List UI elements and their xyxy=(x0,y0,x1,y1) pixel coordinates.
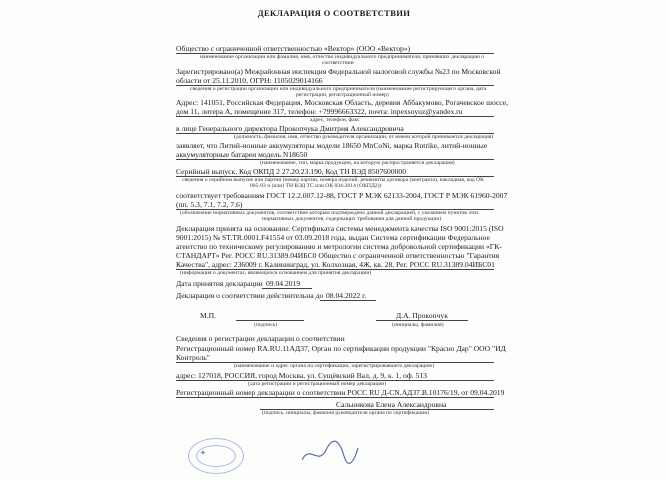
rule-line xyxy=(176,397,494,398)
product-caption: (наименование, тип, марка продукции, на которую распространяется декларация) xyxy=(260,160,455,166)
signature-caption: (подпись) xyxy=(254,322,278,328)
basis-line-3: агентство по техническому регулированию и метрологии система добровольной сертификации «ГК- xyxy=(176,242,502,251)
standards-caption-1: (обозначение нормативных документов, соответствие которым подтверждено данной декларацией, с указанием пунктов этих xyxy=(180,210,479,216)
applicant-registered-2: области от 25.11.2010, ОГРН: 1105029014166 xyxy=(176,76,323,85)
representative-caption: (должность, фамилия, имя, отчество руководителя организации, от имени которой принимается декларация) xyxy=(234,134,494,140)
registration-signer-caption: (подпись, инициалы, фамилия руководителя органа по сертификации) xyxy=(262,410,430,416)
signer-name: Д.А. Прокопчук xyxy=(396,311,448,320)
representative-line: в лице Генерального директора Прокопчука Дмитрия Александровича xyxy=(176,124,404,133)
document-title: ДЕКЛАРАЦИЯ О СООТВЕТСТВИИ xyxy=(257,8,411,18)
applicant-name-caption-1: наименование организации или фамилия, имя, отчество индивидуального предпринимателя, принявших декларацию о xyxy=(200,54,485,60)
basis-line-2: 9001:2015) № ST.TR.0001.F41554 от 03.09.2018 года, выдан Система сертификации Федеральное xyxy=(176,233,490,242)
applicant-name: Общество с ограниченной ответственностью «Вектор» (ООО «Вектор») xyxy=(176,44,411,53)
registration-number: Регистрационный номер декларации о соответствии РОСС RU Д-CN.АД37.В.10176/19, от 09.04.2019 xyxy=(176,388,505,397)
product-serial-caption-2: 005-93 и (или) ТН ВЭД ТС или ОК 034-2014 (ОКПД2)) xyxy=(250,183,382,189)
standards-line-1: соответствует требованиям ГОСТ 12.2.007.12-88, ГОСТ Р МЭК 62133-2004, ГОСТ Р МЭК 61960-2007 xyxy=(176,191,508,200)
registration-heading: Сведения о регистрации декларации о соответствии xyxy=(176,334,345,343)
standards-caption-2: нормативных документов, содержащих требования для данной продукции) xyxy=(262,216,442,222)
signature-scribble-icon xyxy=(300,438,360,468)
applicant-registered-caption-1: сведения о регистрации организации или индивидуального предпринимателя (наименование регистрирующего органа, дата xyxy=(190,86,487,92)
basis-caption: (информация о документах, являющихся основанием для принятия декларации) xyxy=(180,270,372,276)
registration-address: адрес: 127018, РОССИЯ, город Москва, ул. Сущёвский Вал, д. 9, к. 1, оф. 513 xyxy=(176,371,427,380)
registration-caption-1: (наименование и адрес органа по сертификации, зарегистрировавшего декларацию) xyxy=(234,363,435,369)
accepted-date-value: 09.04.2019 xyxy=(266,279,301,288)
applicant-name-caption-2: соответствии xyxy=(322,60,354,66)
certification-stamp-icon xyxy=(188,438,244,474)
applicant-registered-1: Зарегистрировано(а) Межрайонная инспекция Федеральной налоговой службы №23 по Московской xyxy=(176,67,501,76)
applicant-registered-caption-2: регистрации, регистрационный номер) xyxy=(296,92,389,98)
applicant-address-2: дом 11, литера А, помещение 317, телефон: +79996663322, почта: inpexsoyuz@yandex.ru xyxy=(176,107,463,116)
seal-mark-label: М.П. xyxy=(200,311,217,320)
rule-line xyxy=(376,320,468,321)
product-serial: Серийный выпуск, Код ОКПД 2 27.20.23.190, Код ТН ВЭД 8507600000 xyxy=(176,167,407,176)
product-serial-caption-1: сведения о серийном выпуске или партии (номер партии, номера изделий, реквизиты договора (контракта), накладная, код ОК xyxy=(182,177,484,183)
rule-line xyxy=(262,288,312,289)
signature-line xyxy=(236,320,304,321)
accepted-date-label: Дата принятия декларации xyxy=(176,279,263,288)
basis-line-5: Качества", адрес: 236009 г. Калининград, ул. Колхозная, 4Ж, кв. 28, Рег. РОСС RU.31389.04ИБС01 xyxy=(176,260,495,269)
signer-name-caption: (инициалы, фамилия) xyxy=(392,322,444,328)
rule-line xyxy=(320,300,376,301)
valid-until-value: 08.04.2022 г. xyxy=(326,291,367,300)
product-line-1: заявляет, что Литий-ионные аккумуляторы модели 18650 MnCoNi, марка Rutrike, литий-ионные xyxy=(176,141,488,150)
registration-body-2: Контроль" xyxy=(176,353,210,362)
registration-body-1: Регистрационный номер RA.RU.11АД37, Орган по сертификации продукции "Красно Дар" ООО "ИД xyxy=(176,344,506,353)
applicant-address-1: Адрес: 141051, Российская Федерация, Московская Область, деревня Аббакумово, Рогачевское шоссе, xyxy=(176,98,509,107)
standards-line-2: (пп. 5.3, 7.1, 7.2, 7.6) xyxy=(176,200,243,209)
registration-date-caption: (дата регистрации и регистрационный номер декларации) xyxy=(248,381,387,387)
stamp-glyph: ✦ xyxy=(200,449,206,457)
product-line-2: аккумуляторные батареи модель N18650 xyxy=(176,150,308,159)
valid-until-label: Декларация о соответствии действительна до xyxy=(176,291,324,300)
registration-signer: Сальникова Елена Александровна xyxy=(336,400,447,409)
basis-line-1: Декларация принята на основании: Сертификата системы менеджмента качества ISO 9001:2015 (ISO xyxy=(176,224,504,233)
applicant-address-caption: адрес, телефон, факс xyxy=(310,117,360,123)
basis-line-4: СТАНДАРТ» Рег. РОСС RU.31389.04ИБС0 Общество с ограниченной ответственностью "Гарантия xyxy=(176,251,500,260)
